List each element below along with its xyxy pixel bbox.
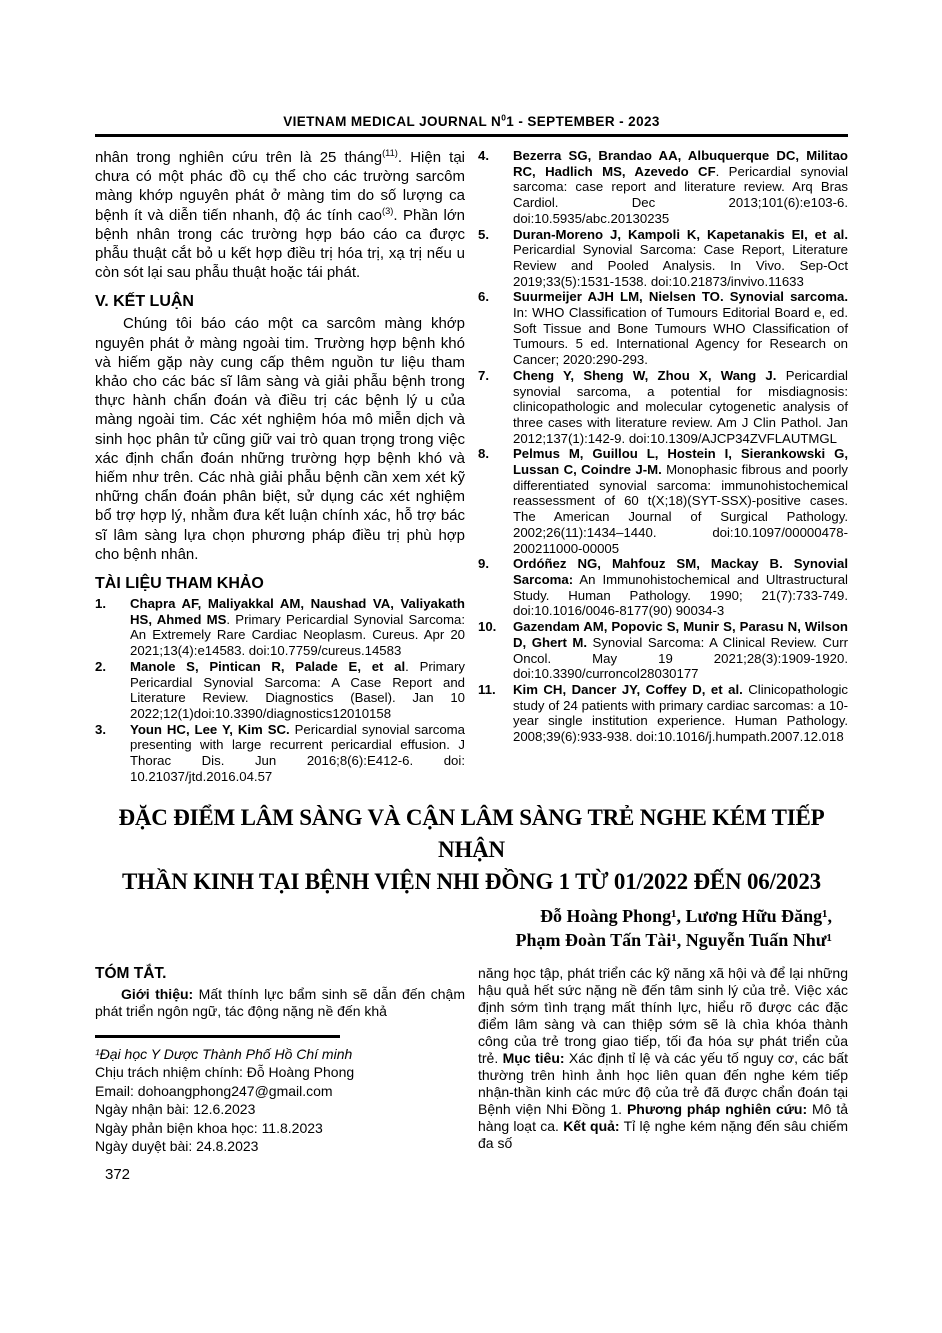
reference-number: 5. <box>478 226 489 242</box>
journal-header-text: VIETNAM MEDICAL JOURNAL $N^01$ - SEPTEMBER - 2023 <box>283 112 660 129</box>
reference-authors: Duran-Moreno J, Kampoli K, Kapetanakis EI, et al. <box>513 226 848 242</box>
reference-item <box>478 446 848 556</box>
reference-number: 3. <box>95 721 106 737</box>
reference-number: 2. <box>95 658 106 674</box>
reference-text: . Primary Pericardial Synovial Sarcoma: A Case Report and Literature Review. Diagnostics (Basel). Jan 10 2022;12(1)doi:10.3390/diagnostics12010158 <box>130 658 465 721</box>
received-date-line: Ngày nhận bài: 12.6.2023 <box>95 1101 256 1118</box>
reference-text: Synovial Sarcoma: A Clinical Review. Curr Oncol. May 19 2021;28(3):1909-1920. doi:10.3390/curroncol28030177 <box>513 634 848 682</box>
article-title <box>95 802 848 898</box>
reference-text: Monophasic fibrous and poorly differentiated synovial sarcoma: immunohistochemical reassessment of 60 t(X;18)(SYT-SSX)-positive cases. The American Journal of Surgical Pathology. 2002;26(11):1434–1440. doi:10.1097/00000478-200211000-00005 <box>513 462 848 556</box>
reference-text: In: WHO Classification of Tumours Editorial Board e, ed. Soft Tissue and Bone Tumours WHO Classification of Tumours. 5 ed. International Agency for Research on Cancer; 2020:290-293. <box>513 305 848 368</box>
article-title-line1: ĐẶC ĐIỂM LÂM SÀNG VÀ CẬN LÂM SÀNG TRẺ NGHE KÉM TIẾP NHẬN <box>118 804 825 862</box>
reference-item <box>95 722 465 785</box>
email-line: Email: dohoangphong247@gmail.com <box>95 1082 333 1099</box>
article-title-line2: THẦN KINH TẠI BỆNH VIỆN NHI ĐỒNG 1 TỪ 01/2022 ĐẾN 06/2023 <box>122 868 821 894</box>
article2-columns <box>95 965 848 1184</box>
reference-number: 4. <box>478 148 489 163</box>
reference-text: . Pericardial synovial sarcoma: case report and literature review. Arq Bras Cardiol. Dec 2013;101(6):e103-6. doi:10.5935/abc.20130235 <box>513 163 849 226</box>
article1-right-column <box>478 148 848 785</box>
reference-authors: Suurmeijer AJH LM, Nielsen TO. Synovial sarcoma. <box>513 289 848 305</box>
abstract-intro-paragraph: Giới thiệu: Mất thính lực bẩm sinh sẽ dẫn đến chậm phát triển ngôn ngữ, tác động nặng nề đến khả <box>95 985 465 1019</box>
article1-columns <box>95 148 848 785</box>
abstract-heading: TÓM TẮT. <box>95 964 167 982</box>
reference-item <box>478 227 848 290</box>
reference-text: Pericardial synovial sarcoma, a potential for misdiagnosis: clinicopathologic and molecular cytogenetic analysis of three cases with literature review. Am J Clin Pathol. Jan 2012;137(1):142-9. doi:10.1309/AJCP34ZVFLAUTMGL <box>513 367 848 446</box>
reference-number: 11. <box>478 681 496 697</box>
reference-item <box>478 556 848 619</box>
reference-authors: Manole S, Pintican R, Palade E, et al <box>130 658 406 674</box>
reference-text: An Immunohistochemical and Ultrastructural Study. Human Pathology. 1990; 21(7):733-749. doi:10.1016/0046-8177(90) 90034-3 <box>513 571 848 619</box>
reference-item <box>478 368 848 447</box>
reference-text: Clinicopathologic study of 24 patients with primary cardiac sarcomas: a 10-year single institution experience. Human Pathology. 2008;39(6):933-938. doi:10.1016/j.humpath.2007.12.018 <box>513 681 848 745</box>
reference-authors: Bezerra SG, Brandao AA, Albuquerque DC, Militao RC, Hadlich MS, Azevedo CF <box>513 148 848 179</box>
reference-item <box>95 659 465 722</box>
reference-authors: Youn HC, Lee Y, Kim SC. <box>130 721 290 737</box>
footnote-rule <box>95 1035 340 1038</box>
reference-authors: Chapra AF, Maliyakkal AM, Naushad VA, Valiyakath HS, Ahmed MS <box>130 596 465 627</box>
article1-left-column <box>95 148 465 785</box>
reference-number: 10. <box>478 619 497 635</box>
references-list-left <box>95 596 465 784</box>
reference-number: 6. <box>478 289 489 305</box>
affiliation-note: ¹Đại học Y Dược Thành Phố Hồ Chí minh <box>95 1045 353 1062</box>
accepted-date-line: Ngày duyệt bài: 24.8.2023 <box>95 1138 259 1155</box>
reference-item <box>478 682 848 745</box>
conclusion-paragraph: Chúng tôi báo cáo một ca sarcôm màng khớp nguyên phát ở màng ngoài tim. Trường hợp bệnh khó và hiếm gặp này cung cấp thêm nguồn tư liệu tham khảo cho các bác sĩ lâm sàng và giải phẫu bệnh trong thực hành chẩn đoán và điều trị các bệnh lý u của màng ngoài tim. Các xét nghiệm hóa mô miễn dịch và sinh học phân tử cũng giữ vai trò quan trọng trong việc xác định chẩn đoán những trường hợp bệnh khó và hiếm như trên. Các nhà giải phẫu bệnh cần xem xét kỹ những chẩn đoán phân biệt, sử dụng các xét nghiệm bổ trợ hợp lý, nhằm đưa kết luận chính xác, hỗ trợ bác sĩ lâm sàng lựa chọn phương pháp điều trị phù hợp cho bệnh nhân. <box>95 315 465 563</box>
article2-right-column <box>478 965 848 1184</box>
reference-item <box>478 619 848 682</box>
reference-authors: Cheng Y, Sheng W, Zhou X, Wang J. <box>513 367 777 383</box>
article-authors <box>95 904 848 952</box>
reference-number: 9. <box>478 556 489 572</box>
authors-line2: Phạm Đoàn Tấn Tài¹, Nguyễn Tuấn Như¹ <box>515 929 832 950</box>
reference-item <box>478 148 848 227</box>
conclusion-heading: V. KẾT LUẬN <box>95 293 194 311</box>
article2-left-column <box>95 965 465 1184</box>
references-heading: TÀI LIỆU THAM KHẢO <box>95 575 264 593</box>
abstract-continuation-paragraph: năng học tập, phát triển các kỹ năng xã hội và để lại những hậu quả hết sức nặng nề đến tâm sinh lý của trẻ. Việc xác định sớm tình trạng mất thính lực, hiểu rõ được các đặc điểm lâm sàng và can thiệp sớm sẽ là chìa khóa thành công của trẻ trong giao tiếp, tối đa hóa sự phát triển của trẻ. Mục tiêu: Xác định tỉ lệ và các yếu tố nguy cơ, các bất thường trên hình ảnh học liên quan đến nghe kém tiếp nhận-thần kinh các mức độ của trẻ đã được chẩn đoán tại Bệnh viện Nhi Đồng 1. Phương pháp nghiên cứu: Mô tả hàng loạt ca. Kết quả: Tỉ lệ nghe kém nặng đến sâu chiếm đa số <box>478 964 849 1151</box>
reference-authors: Gazendam AM, Popovic S, Munir S, Parasu N, Wilson D, Ghert M. <box>513 619 848 650</box>
page-number: 372 <box>105 1166 131 1184</box>
reference-number: 1. <box>95 596 106 612</box>
reviewed-date-line: Ngày phản biện khoa học: 11.8.2023 <box>95 1119 323 1136</box>
reference-authors: Kim CH, Dancer JY, Coffey D, et al. <box>513 681 743 697</box>
journal-header <box>95 114 848 129</box>
corresponding-author-line: Chịu trách nhiệm chính: Đỗ Hoàng Phong <box>95 1064 355 1081</box>
authors-line1: Đỗ Hoàng Phong¹, Lương Hữu Đăng¹, <box>540 905 832 926</box>
reference-authors: Ordóñez NG, Mahfouz SM, Mackay B. Synovial Sarcoma: <box>513 556 848 587</box>
reference-number: 8. <box>478 446 489 462</box>
references-list-right <box>478 148 848 745</box>
reference-item <box>478 289 848 368</box>
reference-item <box>95 596 465 659</box>
reference-text: Pericardial synovial sarcoma presenting with large recurrent pericardial effusion. J Thorac Dis. Jun 2016;8(6):E412-6. doi: 10.21037/jtd.2016.04.57 <box>130 721 465 784</box>
reference-authors: Pelmus M, Guillou L, Hostein I, Sierankowski G, Lussan C, Coindre J-M. <box>513 446 848 478</box>
reference-number: 7. <box>478 367 489 383</box>
intro-paragraph: nhân trong nghiên cứu trên là 25 tháng$^{(11)}$. Hiện tại chưa có một phác đồ cụ thể cho các trường sarcôm màng khớp nguyên phát ở màng tim do số lượng ca bệnh ít và diễn tiến nhanh, độ ác tính cao$^{(3)}$. Phần lớn bệnh nhân trong các trường hợp báo cáo ca được phẫu thuật cắt bỏ u kết hợp điều trị hóa trị, xạ trị nếu u còn sót lại sau phẫu thuật hoặc tái phát. <box>95 148 466 282</box>
header-rule <box>95 134 848 137</box>
footnote-block <box>95 1035 465 1157</box>
reference-text: . Primary Pericardial Synovial Sarcoma: An Extremely Rare Cardiac Neoplasm. Cureus. Apr 20 2021;13(4):e14583. doi:10.7759/cureus.14583 <box>130 611 465 659</box>
reference-text: Pericardial Synovial Sarcoma: Case Report, Literature Review and Pooled Analysis. In Vivo. Sep-Oct 2019;33(5):1531-1538. doi:10.21873/invivo.11633 <box>513 242 848 289</box>
